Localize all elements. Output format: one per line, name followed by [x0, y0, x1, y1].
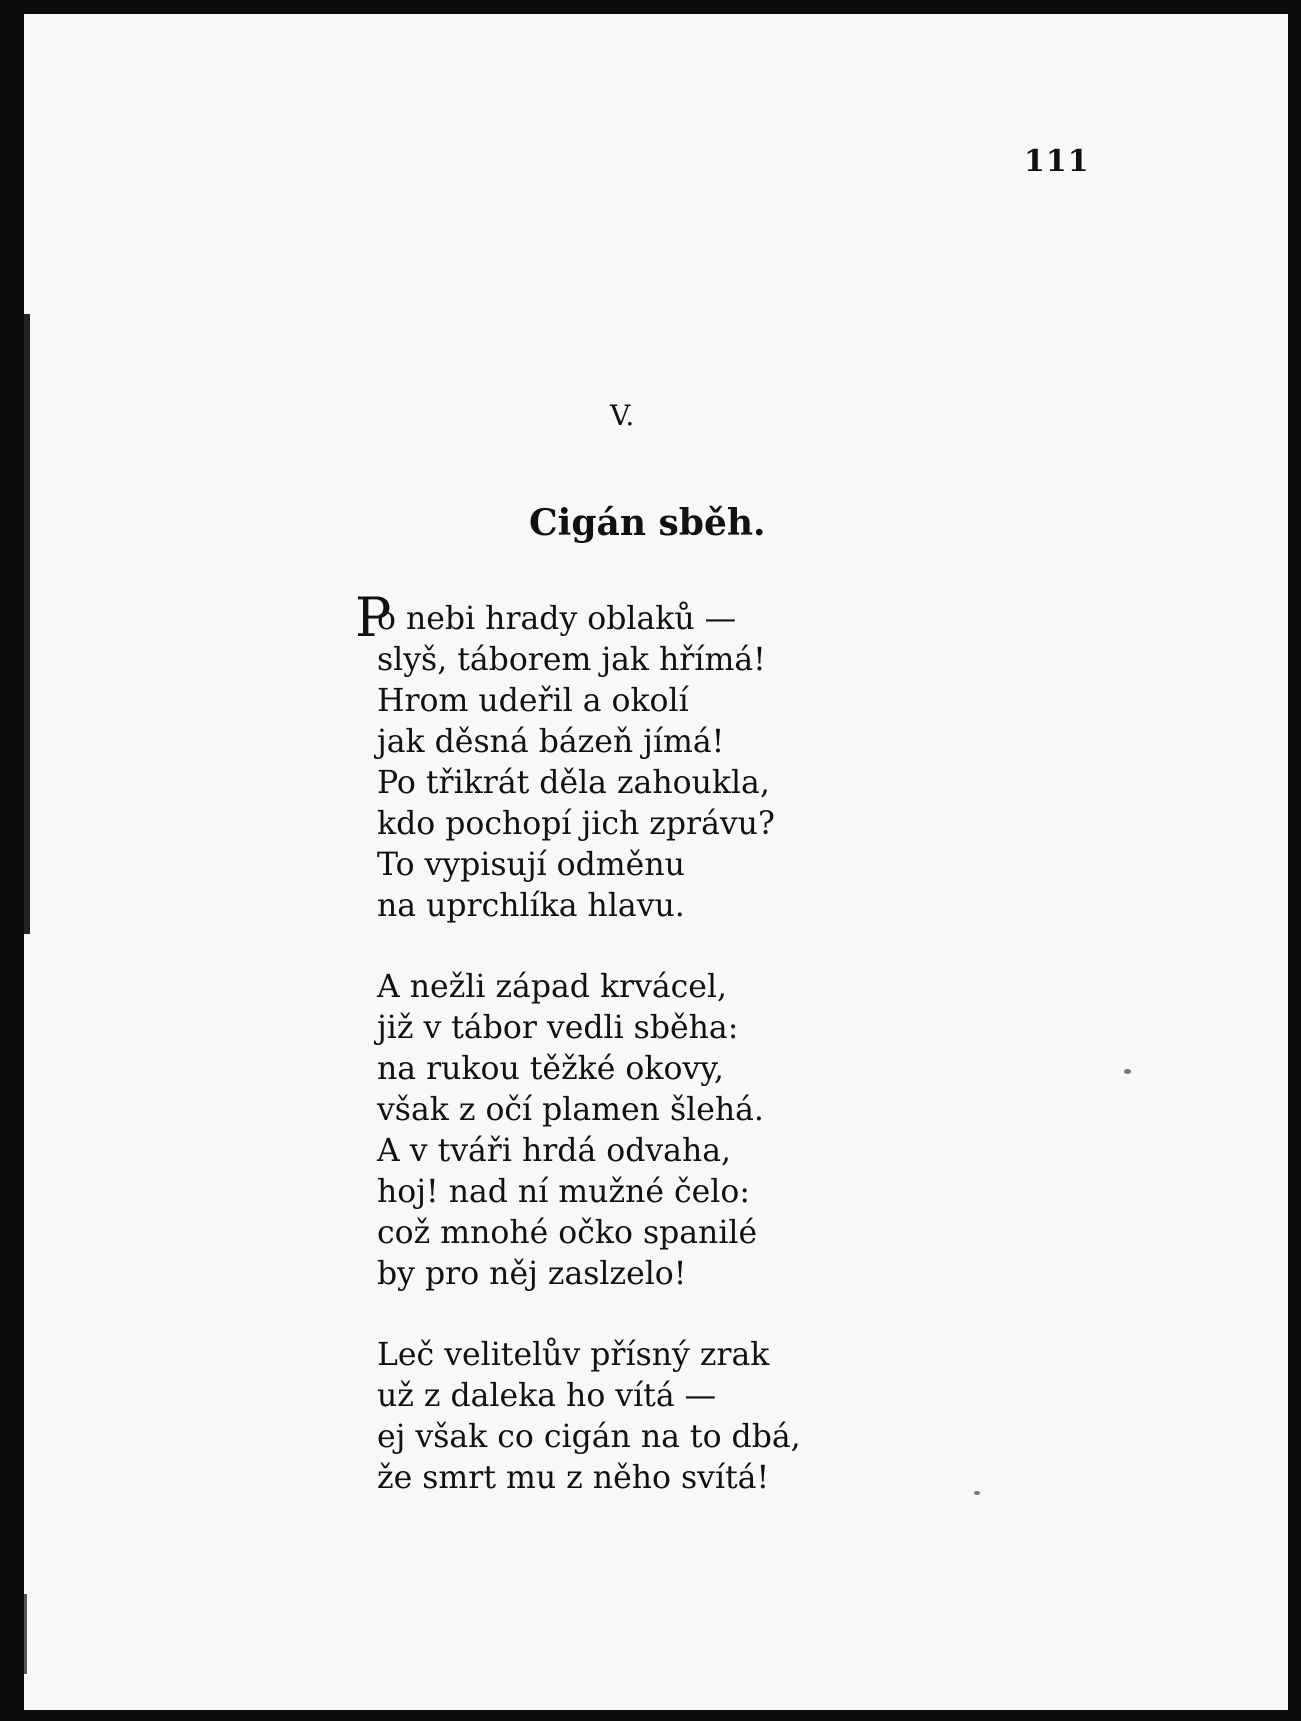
poem-line: by pro něj zaslzelo! — [377, 1256, 687, 1292]
stanza-2 — [377, 967, 801, 1295]
scan-edge-mark — [24, 1594, 27, 1674]
stanza-1 — [355, 586, 801, 927]
poem-line: na uprchlíka hlavu. — [377, 888, 685, 924]
poem-line: A v tváři hrdá odvaha, — [377, 1133, 732, 1169]
scan-speck — [1124, 1069, 1131, 1074]
poem-line: že smrt mu z něho svítá! — [377, 1460, 770, 1496]
stanza-3 — [377, 1335, 801, 1499]
poem-line: však z očí plamen šlehá. — [377, 1092, 764, 1128]
poem-line: ej však co cigán na to dbá, — [377, 1419, 801, 1455]
poem-line: Hrom udeřil a okolí — [377, 683, 689, 719]
poem-line: kdo pochopí jich zprávu? — [377, 806, 775, 842]
poem-line: jak děsná bázeň jímá! — [377, 724, 725, 760]
poem-body — [355, 586, 801, 1539]
scan-edge-mark — [24, 314, 30, 934]
poem-line: již v tábor vedli sběha: — [377, 1010, 739, 1046]
scan-speck — [974, 1491, 980, 1495]
poem-line: slyš, táborem jak hřímá! — [377, 642, 766, 678]
poem-title: Cigán sběh. — [529, 502, 766, 544]
poem-line: hoj! nad ní mužné čelo: — [377, 1174, 750, 1210]
poem-line: už z daleka ho vítá — — [377, 1378, 717, 1414]
poem-line: To vypisují odměnu — [377, 847, 685, 883]
poem-line: A nežli západ krvácel, — [377, 969, 728, 1005]
poem-line: na rukou těžké okovy, — [377, 1051, 724, 1087]
section-number: V. — [610, 399, 635, 432]
poem-line: což mnohé očko spanilé — [377, 1215, 758, 1251]
page-number: 111 — [1024, 144, 1090, 179]
drop-cap: P — [355, 586, 392, 649]
poem-line: o nebi hrady oblaků — — [377, 601, 737, 637]
poem-line: Leč velitelův přísný zrak — [377, 1337, 770, 1373]
poem-line: Po třikrát děla zahoukla, — [377, 765, 770, 801]
book-page — [24, 14, 1288, 1710]
